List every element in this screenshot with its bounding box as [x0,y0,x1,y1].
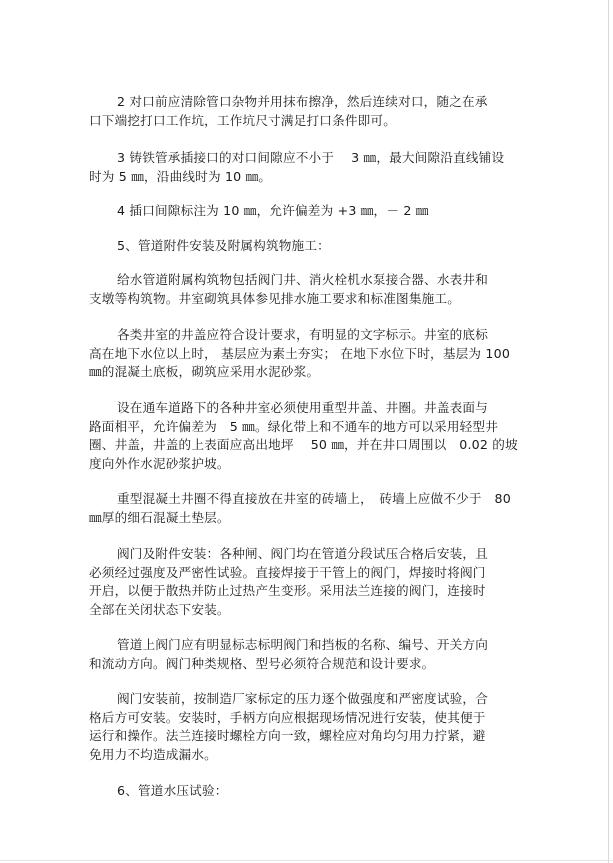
text-line: ㎜的混凝土底板，砌筑应采用水泥砂浆。 [89,364,320,379]
text-line: 3 铸铁管承插接口的对口间隙应不小于 3 ㎜，最大间隙沿直线铺设 [117,150,505,165]
text-line: 运行和操作。法兰连接时螺栓方向一致，螺栓应对角均匀用力拧紧，避 [89,728,486,743]
paragraph-valve-installation [89,545,529,619]
text-line: 度向外作水泥砂浆护坡。 [89,455,230,471]
text-line: 路面相平，允许偏差为 5 ㎜。绿化带上和不通车的地方可以采用轻型井 [89,418,499,434]
text-line: 给水管道附属构筑物包括阀门井、消火栓机水泵接合器、水表井和 [117,272,489,287]
paragraph-well-covers [89,326,529,382]
text-line: 重型混凝土井圈不得直接放在井室的砖墙上， 砖墙上应做不少于 80 [117,491,511,506]
text-line: 开启，以便于散热并防止过热产生变形。采用法兰连接的阀门，连接时 [89,583,486,598]
text-line: 支墩等构筑物。井室砌筑具体参见排水施工要求和标准图集施工。 [89,290,461,306]
text-line: 圈、井盖，井盖的上表面应高出地坪 50 ㎜，并在井口周围以 0.02 的坡 [89,437,518,452]
text-line: 时为 5 ㎜，沿曲线时为 10 ㎜。 [89,168,272,184]
text-line: ㎜厚的细石混凝土垫层。 [89,509,230,525]
paragraph-pipe-mouth-cleaning [89,93,529,130]
paragraph-valve-testing [89,690,529,764]
text-line: 口下端挖打口工作坑，工作坑尺寸满足打口条件即可。 [89,112,397,128]
text-line: 必须经过强度及严密性试验。直接焊接于干管上的阀门，焊接时将阀门 [89,564,486,580]
paragraph-joint-gap [89,149,529,186]
section-heading-6 [89,782,529,801]
paragraph-ancillary-structures [89,271,529,308]
text-line: 高在地下水位以上时， 基层应为素土夯实； 在地下水位下时，基层为 100 [89,345,511,361]
text-line: 5、管道附件安装及附属构筑物施工： [117,238,330,253]
text-line: 阀门及附件安装：各种闸、阀门均在管道分段试压合格后安装，且 [117,546,489,561]
paragraph-heavy-duty-covers [89,399,529,473]
text-line: 各类井室的井盖应符合设计要求，有明显的文字标示。井室的底标 [117,327,489,342]
text-line: 免用力不均造成漏水。 [89,746,217,762]
text-line: 设在通车道路下的各种井室必须使用重型井盖、井圈。井盖表面与 [117,400,489,415]
text-line: 全部在关闭状态下安装。 [89,601,230,617]
page-edge-right [608,0,609,863]
page-edge-bottom [0,860,613,861]
text-line: 6、管道水压试验： [117,783,228,798]
text-line: 2 对口前应清除管口杂物并用抹布擦净，然后连续对口，随之在承 [117,94,488,109]
text-line: 和流动方向。阀门种类规格、型号必须符合规范和设计要求。 [89,655,435,671]
paragraph-valve-markings [89,636,529,673]
paragraph-concrete-ring [89,490,529,527]
section-heading-5 [89,237,529,256]
text-line: 4 插口间隙标注为 10 ㎜，允许偏差为 +3 ㎜，－ 2 ㎜ [117,203,429,218]
text-line: 格后方可安装。安装时，手柄方向应根据现场情况进行安装，使其便于 [89,709,486,725]
text-line: 阀门安装前，按制造厂家标定的压力逐个做强度和严密度试验，合 [117,691,489,706]
text-line: 管道上阀门应有明显标志标明阀门和挡板的名称、编号、开关方向 [117,637,489,652]
paragraph-socket-gap-tolerance [89,202,529,221]
